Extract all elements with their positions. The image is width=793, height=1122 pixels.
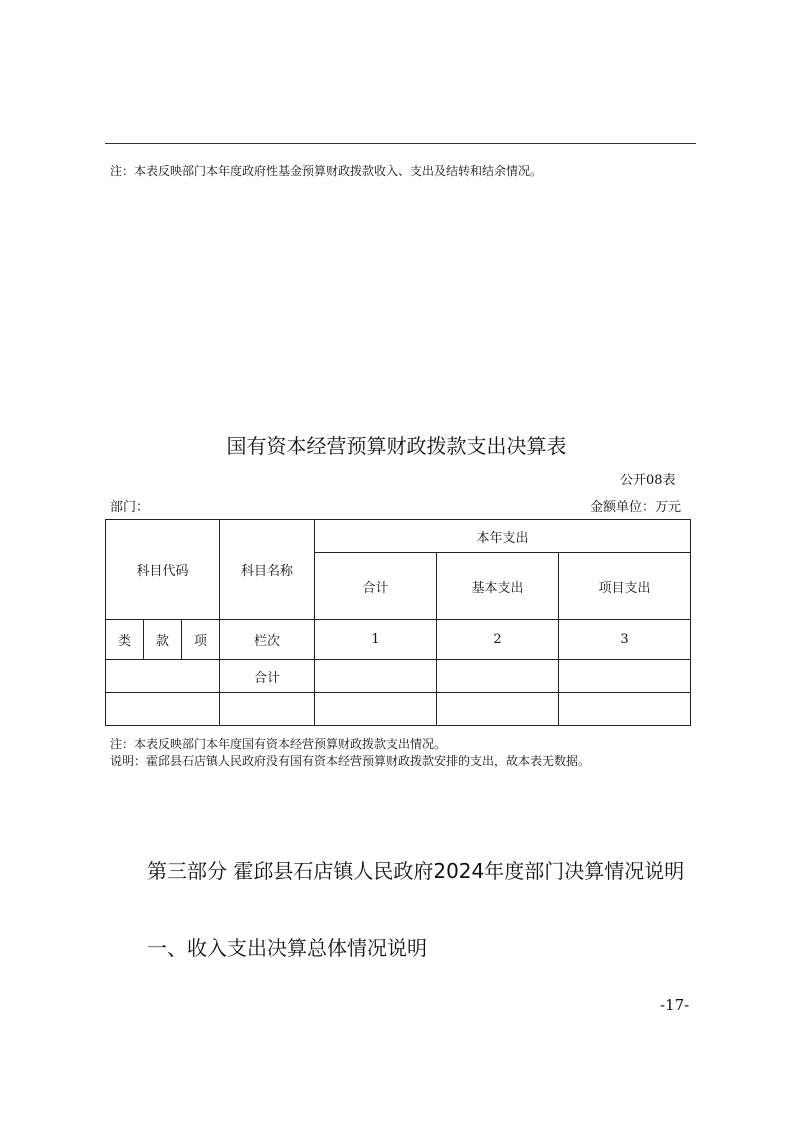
col-row-label: 栏次 bbox=[220, 620, 315, 660]
header-row-1 bbox=[106, 520, 691, 553]
subsection-heading: 一、收入支出决算总体情况说明 bbox=[147, 936, 427, 960]
index-row bbox=[106, 620, 691, 660]
total-row-basic bbox=[437, 660, 559, 693]
total-row-label: 合计 bbox=[220, 660, 315, 693]
empty-row-basic bbox=[437, 693, 559, 726]
empty-row-name bbox=[220, 693, 315, 726]
page-number: -17- bbox=[660, 996, 690, 1014]
top-rule bbox=[105, 143, 696, 144]
header-subject-name: 科目名称 bbox=[220, 520, 315, 620]
total-row-project bbox=[559, 660, 691, 693]
total-row bbox=[106, 660, 691, 693]
empty-row-code-cell bbox=[106, 693, 220, 726]
header-subject-code: 科目代码 bbox=[106, 520, 220, 620]
table-title: 国有资本经营预算财政拨款支出决算表 bbox=[226, 434, 567, 458]
header-total: 合计 bbox=[315, 553, 437, 620]
header-basic: 基本支出 bbox=[437, 553, 559, 620]
header-current-year: 本年支出 bbox=[315, 520, 691, 553]
empty-row bbox=[106, 693, 691, 726]
total-row-code-cell bbox=[106, 660, 220, 693]
section-heading: 第三部分 霍邱县石店镇人民政府2024年度部门决算情况说明 bbox=[147, 859, 685, 883]
col-no-3: 3 bbox=[559, 620, 691, 660]
unit-label: 金额单位：万元 bbox=[590, 500, 682, 515]
col-no-1: 1 bbox=[315, 620, 437, 660]
total-row-total bbox=[315, 660, 437, 693]
budget-table bbox=[105, 519, 691, 726]
previous-table-note: 注：本表反映部门本年度政府性基金预算财政拨款收入、支出及结转和结余情况。 bbox=[110, 164, 543, 178]
table-code: 公开08表 bbox=[620, 473, 676, 488]
empty-row-total bbox=[315, 693, 437, 726]
col-section: 款 bbox=[144, 620, 182, 660]
col-item: 项 bbox=[182, 620, 220, 660]
header-project: 项目支出 bbox=[559, 553, 691, 620]
col-no-2: 2 bbox=[437, 620, 559, 660]
table-explanation: 说明：霍邱县石店镇人民政府没有国有资本经营预算财政拨款安排的支出，故本表无数据。 bbox=[110, 754, 591, 768]
col-class: 类 bbox=[106, 620, 144, 660]
empty-row-project bbox=[559, 693, 691, 726]
department-label: 部门： bbox=[110, 500, 150, 515]
table-note: 注：本表反映部门本年度国有资本经营预算财政拨款支出情况。 bbox=[110, 737, 447, 751]
